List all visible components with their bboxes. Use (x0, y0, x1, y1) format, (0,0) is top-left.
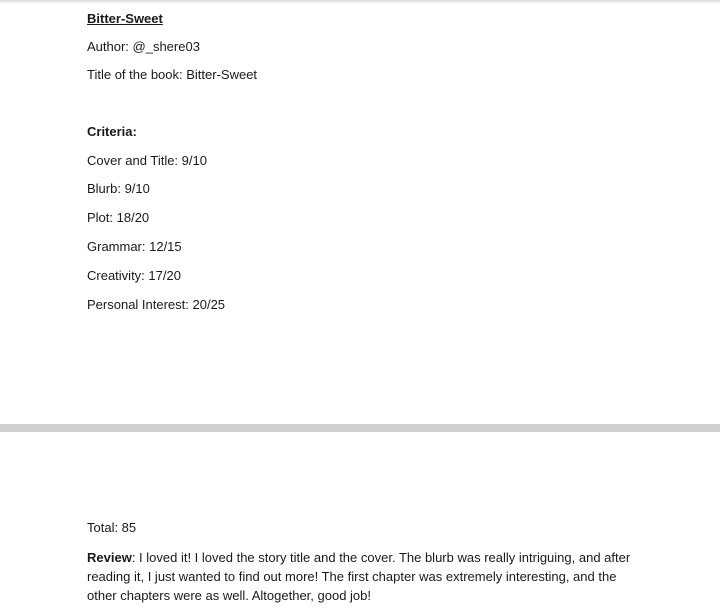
document-page-2 (0, 432, 720, 616)
criteria-personal-interest: Personal Interest: 20/25 (87, 297, 226, 312)
criteria-cover-title: Cover and Title: 9/10 (87, 153, 207, 168)
criteria-grammar: Grammar: 12/15 (87, 239, 182, 254)
page-top-shadow (0, 0, 720, 4)
review-text: : I loved it! I loved the story title and the cover. The blurb was really intriguing, and after reading it, I just wanted to find out more! The first chapter was extremely interesting, and the other chapters were as well. Altogether, good job! (87, 550, 631, 603)
document-title: Bitter-Sweet (87, 11, 163, 26)
author-line: Author: @_shere03 (87, 39, 200, 54)
review-label: Review (87, 550, 132, 565)
book-title-line: Title of the book: Bitter-Sweet (87, 67, 258, 82)
review-paragraph (87, 548, 647, 605)
total-score: Total: 85 (87, 520, 137, 535)
criteria-plot: Plot: 18/20 (87, 210, 150, 225)
criteria-heading: Criteria: (87, 124, 137, 139)
criteria-blurb: Blurb: 9/10 (87, 181, 150, 196)
criteria-creativity: Creativity: 17/20 (87, 268, 181, 283)
page-separator (0, 424, 720, 432)
